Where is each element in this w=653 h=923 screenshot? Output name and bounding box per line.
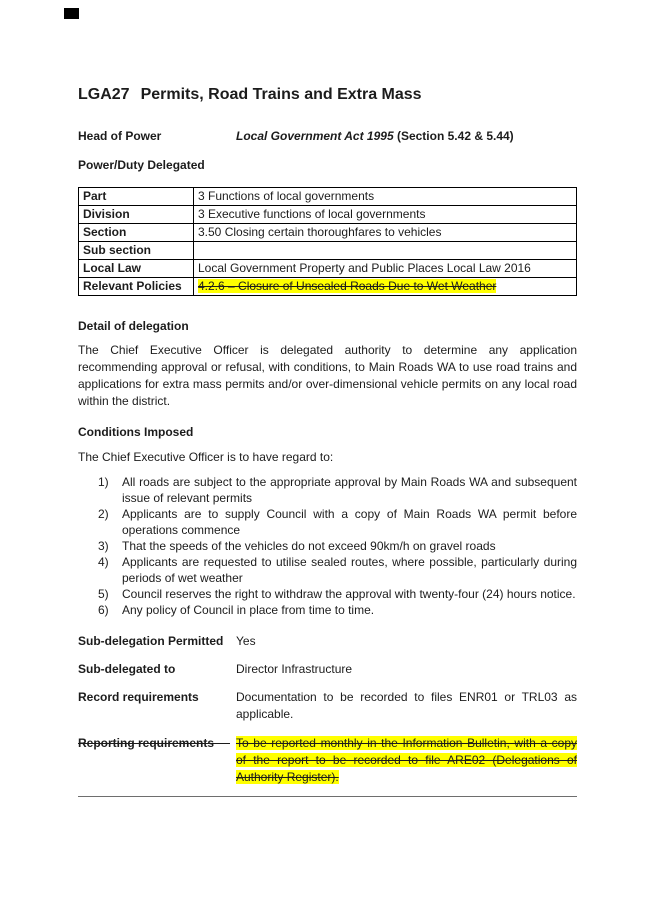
detail-of-delegation-heading: Detail of delegation <box>78 319 189 333</box>
head-of-power-label: Head of Power <box>78 129 162 143</box>
highlighted-struck-reporting-text: To be reported monthly in the Information Bulletin, with a copy of the report to be recorded to file ARE02 (Delegations of Authority Register). <box>236 736 577 784</box>
list-item-text: Applicants are to supply Council with a copy of Main Roads WA permit before operations commence <box>122 507 577 537</box>
head-of-power-value <box>236 128 514 145</box>
field-value: Yes <box>236 634 256 648</box>
list-item <box>78 586 577 602</box>
record-requirements-row <box>78 689 577 723</box>
detail-of-delegation-body: The Chief Executive Officer is delegated authority to determine any application recommending approval or refusal, with conditions, to Main Roads WA to use road trains and applications for extra mass permits and/or over-dimensional vehicle permits on any local road within the district. <box>78 343 577 408</box>
field-label: Sub-delegation Permitted <box>78 634 224 648</box>
field-label-struck: Reporting requirements <box>78 735 236 786</box>
list-item <box>78 602 577 618</box>
table-row-local-law <box>79 260 577 278</box>
bottom-divider <box>78 796 577 797</box>
table-label: Relevant Policies <box>79 278 194 296</box>
page-title <box>78 86 577 104</box>
field-value <box>236 735 577 786</box>
sub-delegated-to-row <box>78 661 577 678</box>
list-item <box>78 506 577 538</box>
table-value: 3.50 Closing certain thoroughfares to vehicles <box>194 224 577 242</box>
list-item-number: 5) <box>98 587 109 601</box>
list-item-text: All roads are subject to the appropriate approval by Main Roads WA and subsequent issue of relevant permits <box>122 475 577 505</box>
table-label: Sub section <box>79 242 194 260</box>
highlighted-struck-policy: 4.2.6 – Closure of Unsealed Roads Due to Wet Weather <box>198 279 497 293</box>
table-row-subsection <box>79 242 577 260</box>
field-value: Documentation to be recorded to files ENR01 or TRL03 as applicable. <box>236 690 577 721</box>
list-item-number: 4) <box>98 555 109 569</box>
table-label: Section <box>79 224 194 242</box>
list-item-text: That the speeds of the vehicles do not exceed 90km/h on gravel roads <box>122 539 496 553</box>
act-name: Local Government Act 1995 <box>236 129 394 143</box>
delegation-title-text: Permits, Road Trains and Extra Mass <box>140 86 422 103</box>
list-item-number: 6) <box>98 603 109 617</box>
list-item <box>78 554 577 586</box>
table-label: Division <box>79 206 194 224</box>
field-label: Record requirements <box>78 690 199 704</box>
conditions-list <box>78 474 577 618</box>
list-item <box>78 538 577 554</box>
table-label: Part <box>79 188 194 206</box>
page-content <box>78 0 577 797</box>
list-item-number: 3) <box>98 539 109 553</box>
scan-corner-mark <box>64 8 79 19</box>
list-item-text: Any policy of Council in place from time to time. <box>122 603 375 617</box>
list-item-number: 1) <box>98 475 109 489</box>
delegation-code: LGA27 <box>78 86 130 103</box>
conditions-intro: The Chief Executive Officer is to have regard to: <box>78 450 334 464</box>
head-of-power-row <box>78 128 577 145</box>
field-value: Director Infrastructure <box>236 662 353 676</box>
list-item-number: 2) <box>98 507 109 521</box>
table-label: Local Law <box>79 260 194 278</box>
table-value: 3 Executive functions of local governments <box>194 206 577 224</box>
table-value: 3 Functions of local governments <box>194 188 577 206</box>
table-row-division <box>79 206 577 224</box>
list-item-text: Council reserves the right to withdraw the approval with twenty-four (24) hours notice. <box>122 587 576 601</box>
table-row-relevant-policies <box>79 278 577 296</box>
table-row-part <box>79 188 577 206</box>
power-duty-delegated-heading: Power/Duty Delegated <box>78 158 205 172</box>
sub-delegation-permitted-row <box>78 633 577 650</box>
table-value: Local Government Property and Public Places Local Law 2016 <box>194 260 577 278</box>
conditions-imposed-heading: Conditions Imposed <box>78 425 194 439</box>
table-value <box>194 278 577 296</box>
field-label: Sub-delegated to <box>78 662 176 676</box>
reporting-requirements-row <box>78 735 577 786</box>
act-section: (Section 5.42 & 5.44) <box>393 129 514 143</box>
table-row-section <box>79 224 577 242</box>
list-item <box>78 474 577 506</box>
list-item-text: Applicants are requested to utilise sealed routes, where possible, particularly during periods of wet weather <box>122 555 577 585</box>
delegation-table <box>78 187 577 296</box>
table-value <box>194 242 577 260</box>
